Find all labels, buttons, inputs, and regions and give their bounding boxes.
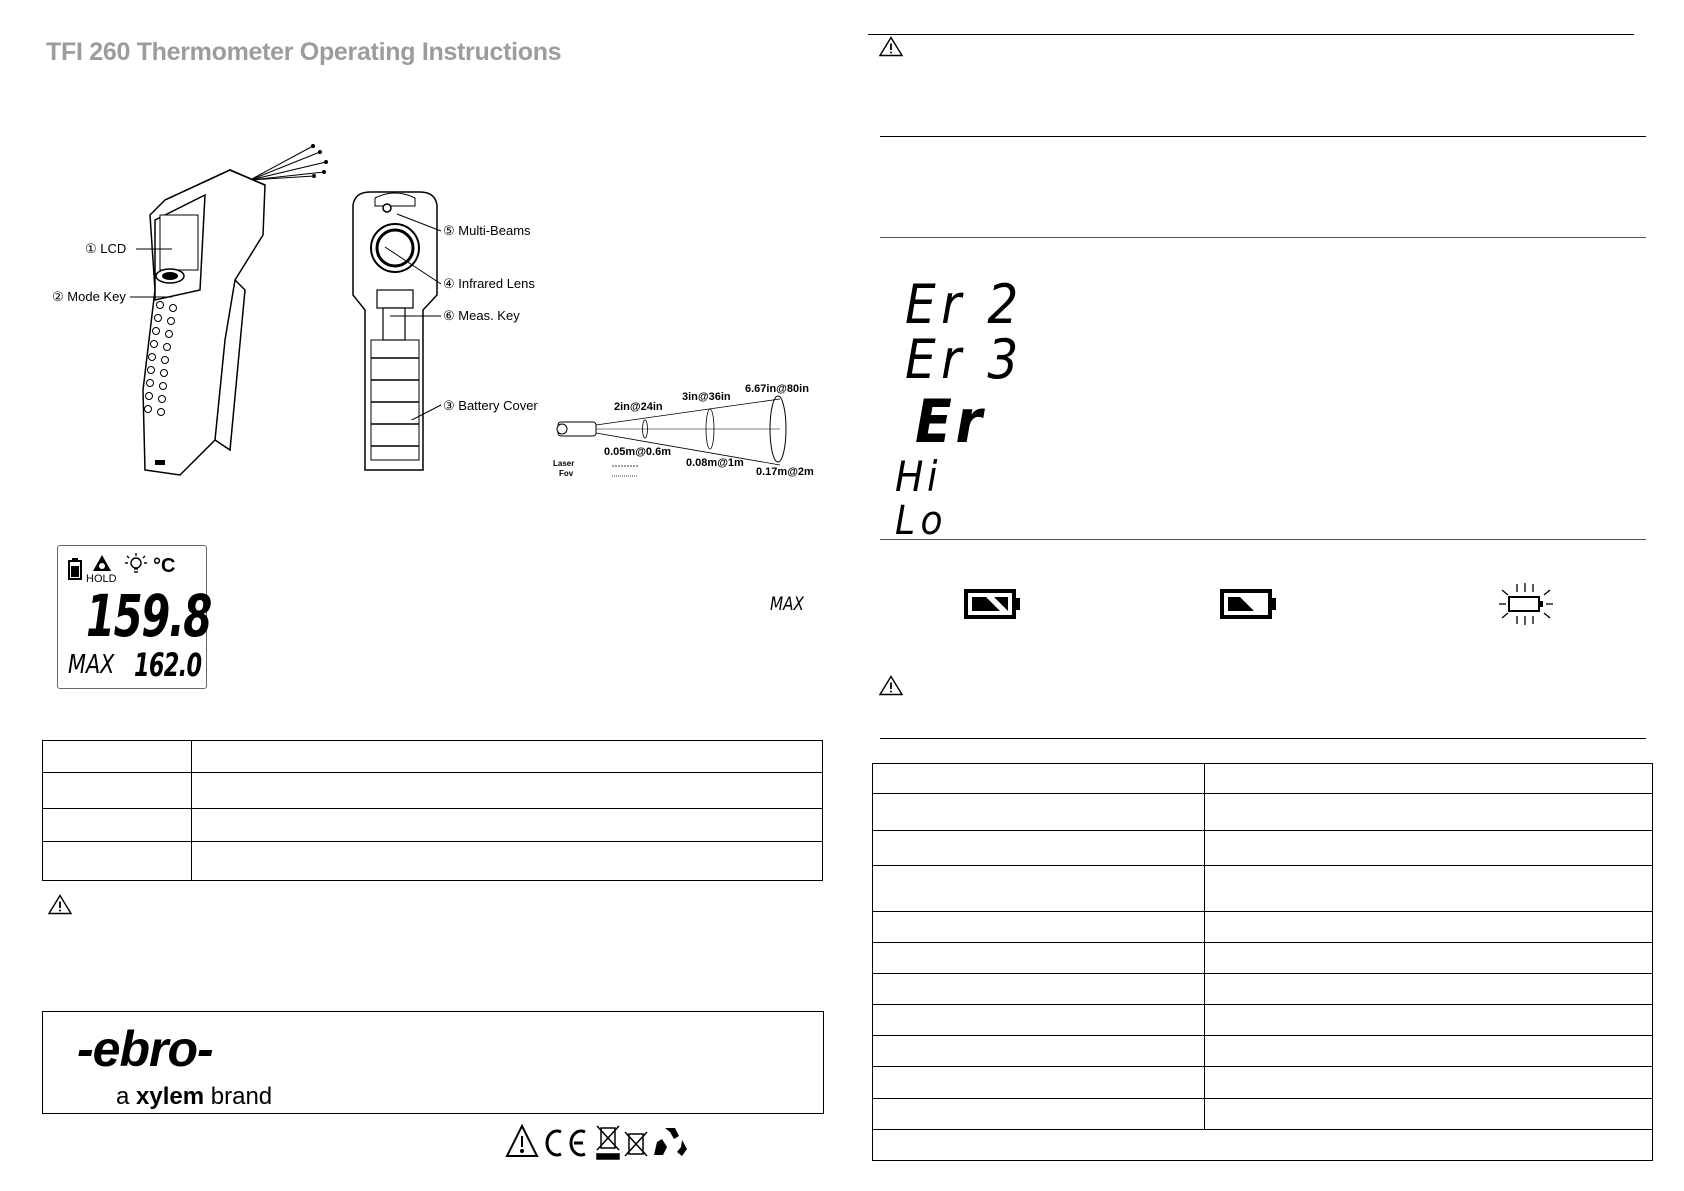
callout-multi-beams: ⑤ Multi-Beams — [443, 223, 531, 238]
table-cell — [873, 1005, 1205, 1036]
brand-logo: -ebro- — [77, 1021, 213, 1077]
error-code-hi: Hi — [895, 452, 942, 501]
weee-bin-icon — [597, 1126, 619, 1159]
table-cell — [1205, 943, 1653, 974]
table-cell — [43, 809, 192, 842]
callout-mode-key: ② Mode Key — [52, 289, 126, 304]
table-cell — [1205, 794, 1653, 831]
lcd-max-label: MAX — [68, 650, 115, 680]
laser-warning-icon — [92, 554, 112, 572]
table-cell — [192, 741, 823, 773]
table-cell — [192, 773, 823, 809]
warning-icon — [879, 36, 903, 57]
spot-label-metric-3: 0.17m@2m — [756, 466, 814, 478]
table-cell — [873, 1036, 1205, 1067]
error-code-er2: Er 2 — [905, 273, 1024, 336]
spot-label-imperial-3: 6.67in@80in — [745, 383, 809, 395]
table-cell — [1205, 831, 1653, 866]
section-divider — [880, 539, 1646, 540]
table-cell — [1205, 974, 1653, 1005]
warning-icon — [507, 1126, 537, 1156]
callout-meas-key: ⑥ Meas. Key — [443, 308, 520, 323]
table-cell — [1205, 1036, 1653, 1067]
compliance-icons — [505, 1120, 690, 1162]
error-code-er: Er — [915, 387, 986, 457]
callout-lcd: ① LCD — [85, 241, 127, 256]
battery-indicator-icon — [68, 558, 82, 580]
battery-half-icon — [1220, 589, 1278, 619]
table-cell — [873, 912, 1205, 943]
table-cell — [1205, 1005, 1653, 1036]
brand-box — [42, 1011, 824, 1114]
battery-full-icon — [964, 589, 1022, 619]
legend-fov: Fov — [559, 469, 574, 478]
lcd-unit: °C — [153, 555, 176, 577]
recycle-icon — [654, 1128, 687, 1156]
error-code-lo: Lo — [895, 498, 948, 544]
spot-label-imperial-1: 2in@24in — [614, 401, 663, 413]
table-cell — [1205, 912, 1653, 943]
weee-cross-icon — [625, 1132, 647, 1156]
table-cell — [873, 1099, 1205, 1130]
legend-laser: Laser — [553, 459, 575, 468]
spot-label-metric-2: 0.08m@1m — [686, 457, 744, 469]
lcd-display — [57, 545, 211, 689]
table-cell — [1205, 1099, 1653, 1130]
specifications-table — [872, 763, 1653, 1161]
table-cell — [1205, 764, 1653, 794]
table-cell — [873, 831, 1205, 866]
callout-infrared-lens: ④ Infrared Lens — [443, 276, 535, 291]
section-divider — [880, 136, 1646, 137]
table-cell — [873, 974, 1205, 1005]
lcd-main-reading: 159.8 — [86, 582, 211, 650]
table-cell — [873, 943, 1205, 974]
distance-spot-diagram — [550, 395, 830, 495]
table-cell — [192, 809, 823, 842]
table-cell — [873, 1067, 1205, 1099]
spot-label-metric-1: 0.05m@0.6m — [604, 446, 671, 458]
warning-icon — [879, 675, 903, 696]
table-cell — [43, 741, 192, 773]
max-symbol: MAX — [770, 593, 804, 615]
ce-mark-icon — [547, 1131, 585, 1155]
table-cell — [873, 1130, 1653, 1161]
table-cell — [873, 794, 1205, 831]
section-divider — [880, 237, 1646, 238]
callout-battery-cover: ③ Battery Cover — [443, 398, 538, 413]
backlight-icon — [124, 552, 148, 576]
section-divider — [880, 738, 1646, 739]
page-title: TFI 260 Thermometer Operating Instructions — [46, 38, 562, 66]
section-divider — [868, 34, 1634, 35]
table-cell — [1205, 866, 1653, 912]
error-code-er3: Er 3 — [905, 328, 1024, 391]
key-functions-table — [42, 740, 823, 881]
table-cell — [43, 773, 192, 809]
lcd-hold-label: HOLD — [86, 573, 117, 585]
brand-tagline: a xylem brand — [116, 1083, 273, 1110]
table-cell — [1205, 1067, 1653, 1099]
spot-label-imperial-2: 3in@36in — [682, 391, 731, 403]
table-cell — [192, 842, 823, 881]
warning-icon — [48, 894, 72, 915]
table-cell — [873, 866, 1205, 912]
callout-lines — [0, 0, 560, 420]
table-cell — [43, 842, 192, 881]
battery-empty-blinking-icon — [1497, 582, 1555, 626]
table-cell — [873, 764, 1205, 794]
lcd-max-reading: 162.0 — [134, 646, 202, 684]
